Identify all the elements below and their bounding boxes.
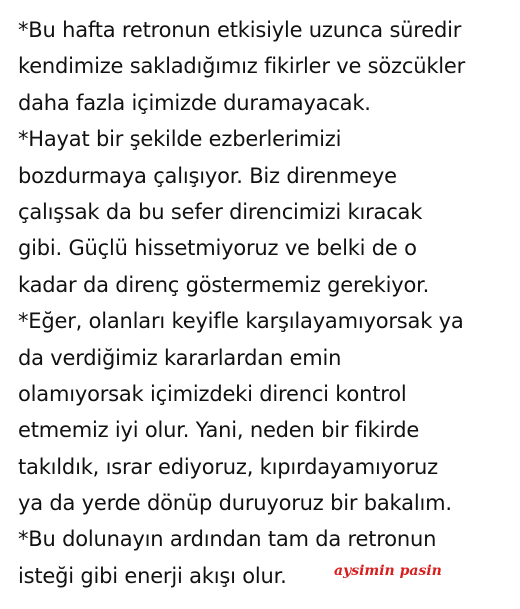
text-line-15: *Bu dolunayın ardından tam da retronun [18, 527, 437, 552]
text-line-5: bozdurmaya çalışıyor. Biz direnmeye [18, 163, 397, 188]
text-line-13: takıldık, ısrar ediyoruz, kıpırdayamıyoruz [18, 454, 438, 479]
signature: aysimin pasin [334, 563, 442, 579]
text-line-10: da verdiğimiz kararlardan emin [18, 345, 342, 370]
text-line-9: *Eğer, olanları keyifle karşılayamıyorsak ya [18, 309, 464, 334]
text-line-14: ya da yerde dönüp duruyoruz bir bakalım. [18, 491, 452, 516]
text-line-4: *Hayat bir şekilde ezberlerimizi [18, 127, 342, 152]
text-line-12: etmemiz iyi olur. Yani, neden bir fikirde [18, 418, 420, 443]
text-line-7: gibi. Güçlü hissetmiyoruz ve belki de o [18, 236, 417, 261]
text-line-1: *Bu hafta retronun etkisiyle uzunca süredir [18, 18, 462, 42]
text-line-2: kendimize sakladığımız fikirler ve sözcükler [18, 54, 466, 79]
text-line-16: isteği gibi enerji akışı olur. [18, 563, 287, 588]
text-line-11: olamıyorsak içimizdeki direnci kontrol [18, 381, 407, 406]
text-line-6: çalışsak da bu sefer direncimizi kıracak [18, 199, 423, 224]
text-line-8: kadar da direnç göstermemiz gerekiyor. [18, 272, 430, 297]
text-line-3: daha fazla içimizde duramayacak. [18, 90, 371, 115]
note-text [18, 12, 513, 594]
